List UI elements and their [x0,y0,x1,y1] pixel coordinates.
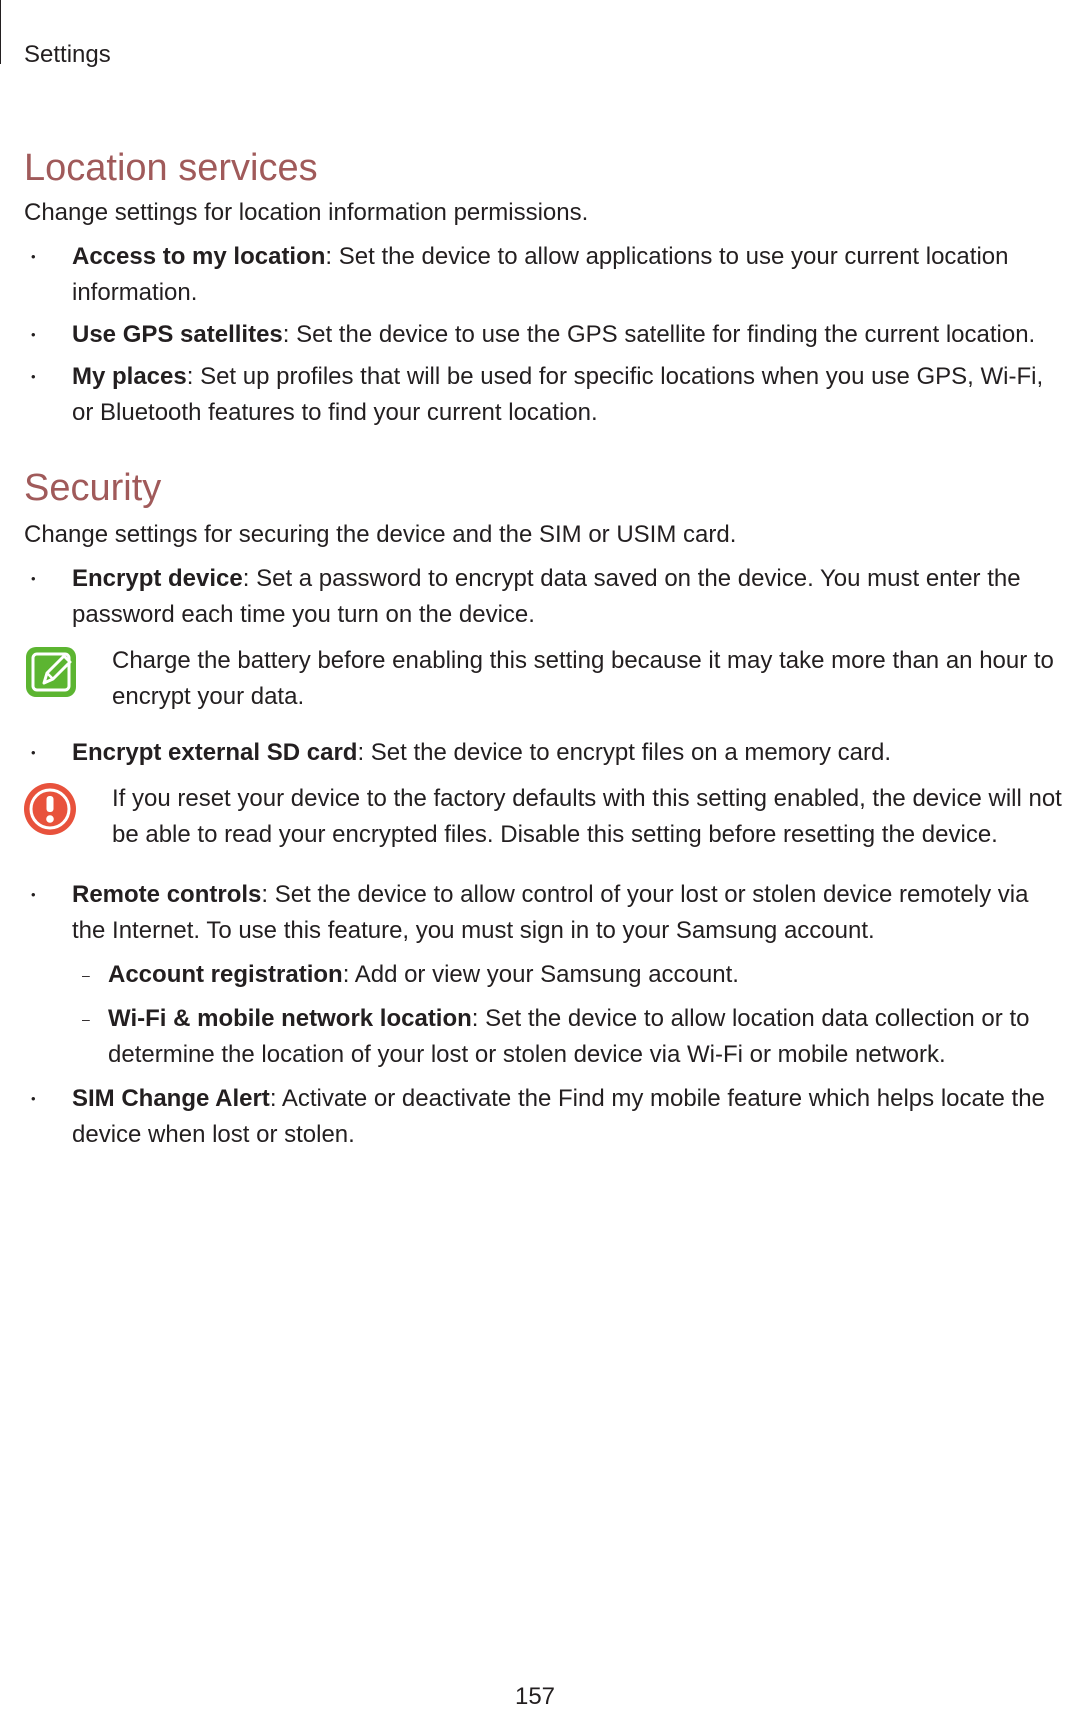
item-term: Use GPS satellites [72,321,283,348]
list-item-access-location [24,239,1064,311]
note-caution [24,781,1064,853]
page-content [24,145,1064,1153]
item-desc: : Set the device to use the GPS satellite for finding the current location. [282,321,1036,348]
item-term: Encrypt device [72,565,243,592]
note-pencil-icon [24,643,80,699]
item-desc: : Set the device to allow applications to use your current location information. [72,243,1009,306]
list-item-encrypt-sd [24,735,1064,771]
location-list [24,239,1064,431]
item-desc: : Set a password to encrypt data saved on the device. You must enter the password each time you turn on the device. [72,565,1021,628]
header-rule [0,0,1,64]
section-heading-security: Security [24,467,162,509]
security-list-2 [24,735,1064,771]
item-desc: : Activate or deactivate the Find my mobile feature which helps locate the device when lost or stolen. [72,1085,1045,1148]
list-item-my-places [24,359,1064,431]
note-tip-text: Charge the battery before enabling this setting because it may take more than an hour to encrypt your data. [112,647,1054,710]
sub-item-account-registration [24,957,1064,993]
list-item-sim-change-alert [24,1081,1064,1153]
section-intro-location: Change settings for location information permissions. [24,199,589,226]
note-caution-text: If you reset your device to the factory defaults with this setting enabled, the device will not be able to read your encrypted files. Disable this setting before resetting the device. [112,785,1062,848]
item-term: My places [72,363,187,390]
running-header: Settings [24,41,111,68]
item-desc: : Set the device to allow control of your lost or stolen device remotely via the Internet. To use this feature, you must sign in to your Samsung account. [72,881,1029,944]
item-desc: : Set the device to allow location data collection or to determine the location of your lost or stolen device via Wi-Fi or mobile network. [108,1005,1030,1068]
item-term: Wi-Fi & mobile network location [108,1005,472,1032]
sub-item-wifi-mobile-location [24,1001,1064,1073]
page-number: 157 [514,1683,556,1710]
item-term: SIM Change Alert [72,1085,270,1112]
item-term: Access to my location [72,243,326,270]
item-term: Remote controls [72,881,262,908]
security-list-3 [24,877,1064,1153]
caution-exclamation-icon [24,781,80,837]
item-term: Encrypt external SD card [72,739,358,766]
section-heading-location: Location services [24,147,318,189]
item-term: Account registration [108,961,343,988]
item-desc: : Add or view your Samsung account. [342,961,739,988]
section-intro-security: Change settings for securing the device and the SIM or USIM card. [24,521,737,548]
note-tip [24,643,1064,715]
list-item-remote-controls [24,877,1064,949]
security-list-1 [24,561,1064,633]
list-item-encrypt-device [24,561,1064,633]
item-desc: : Set the device to encrypt files on a memory card. [357,739,892,766]
list-item-gps-satellites [24,317,1064,353]
item-desc: : Set up profiles that will be used for specific locations when you use GPS, Wi-Fi, or Bluetooth features to find your current location. [72,363,1044,426]
